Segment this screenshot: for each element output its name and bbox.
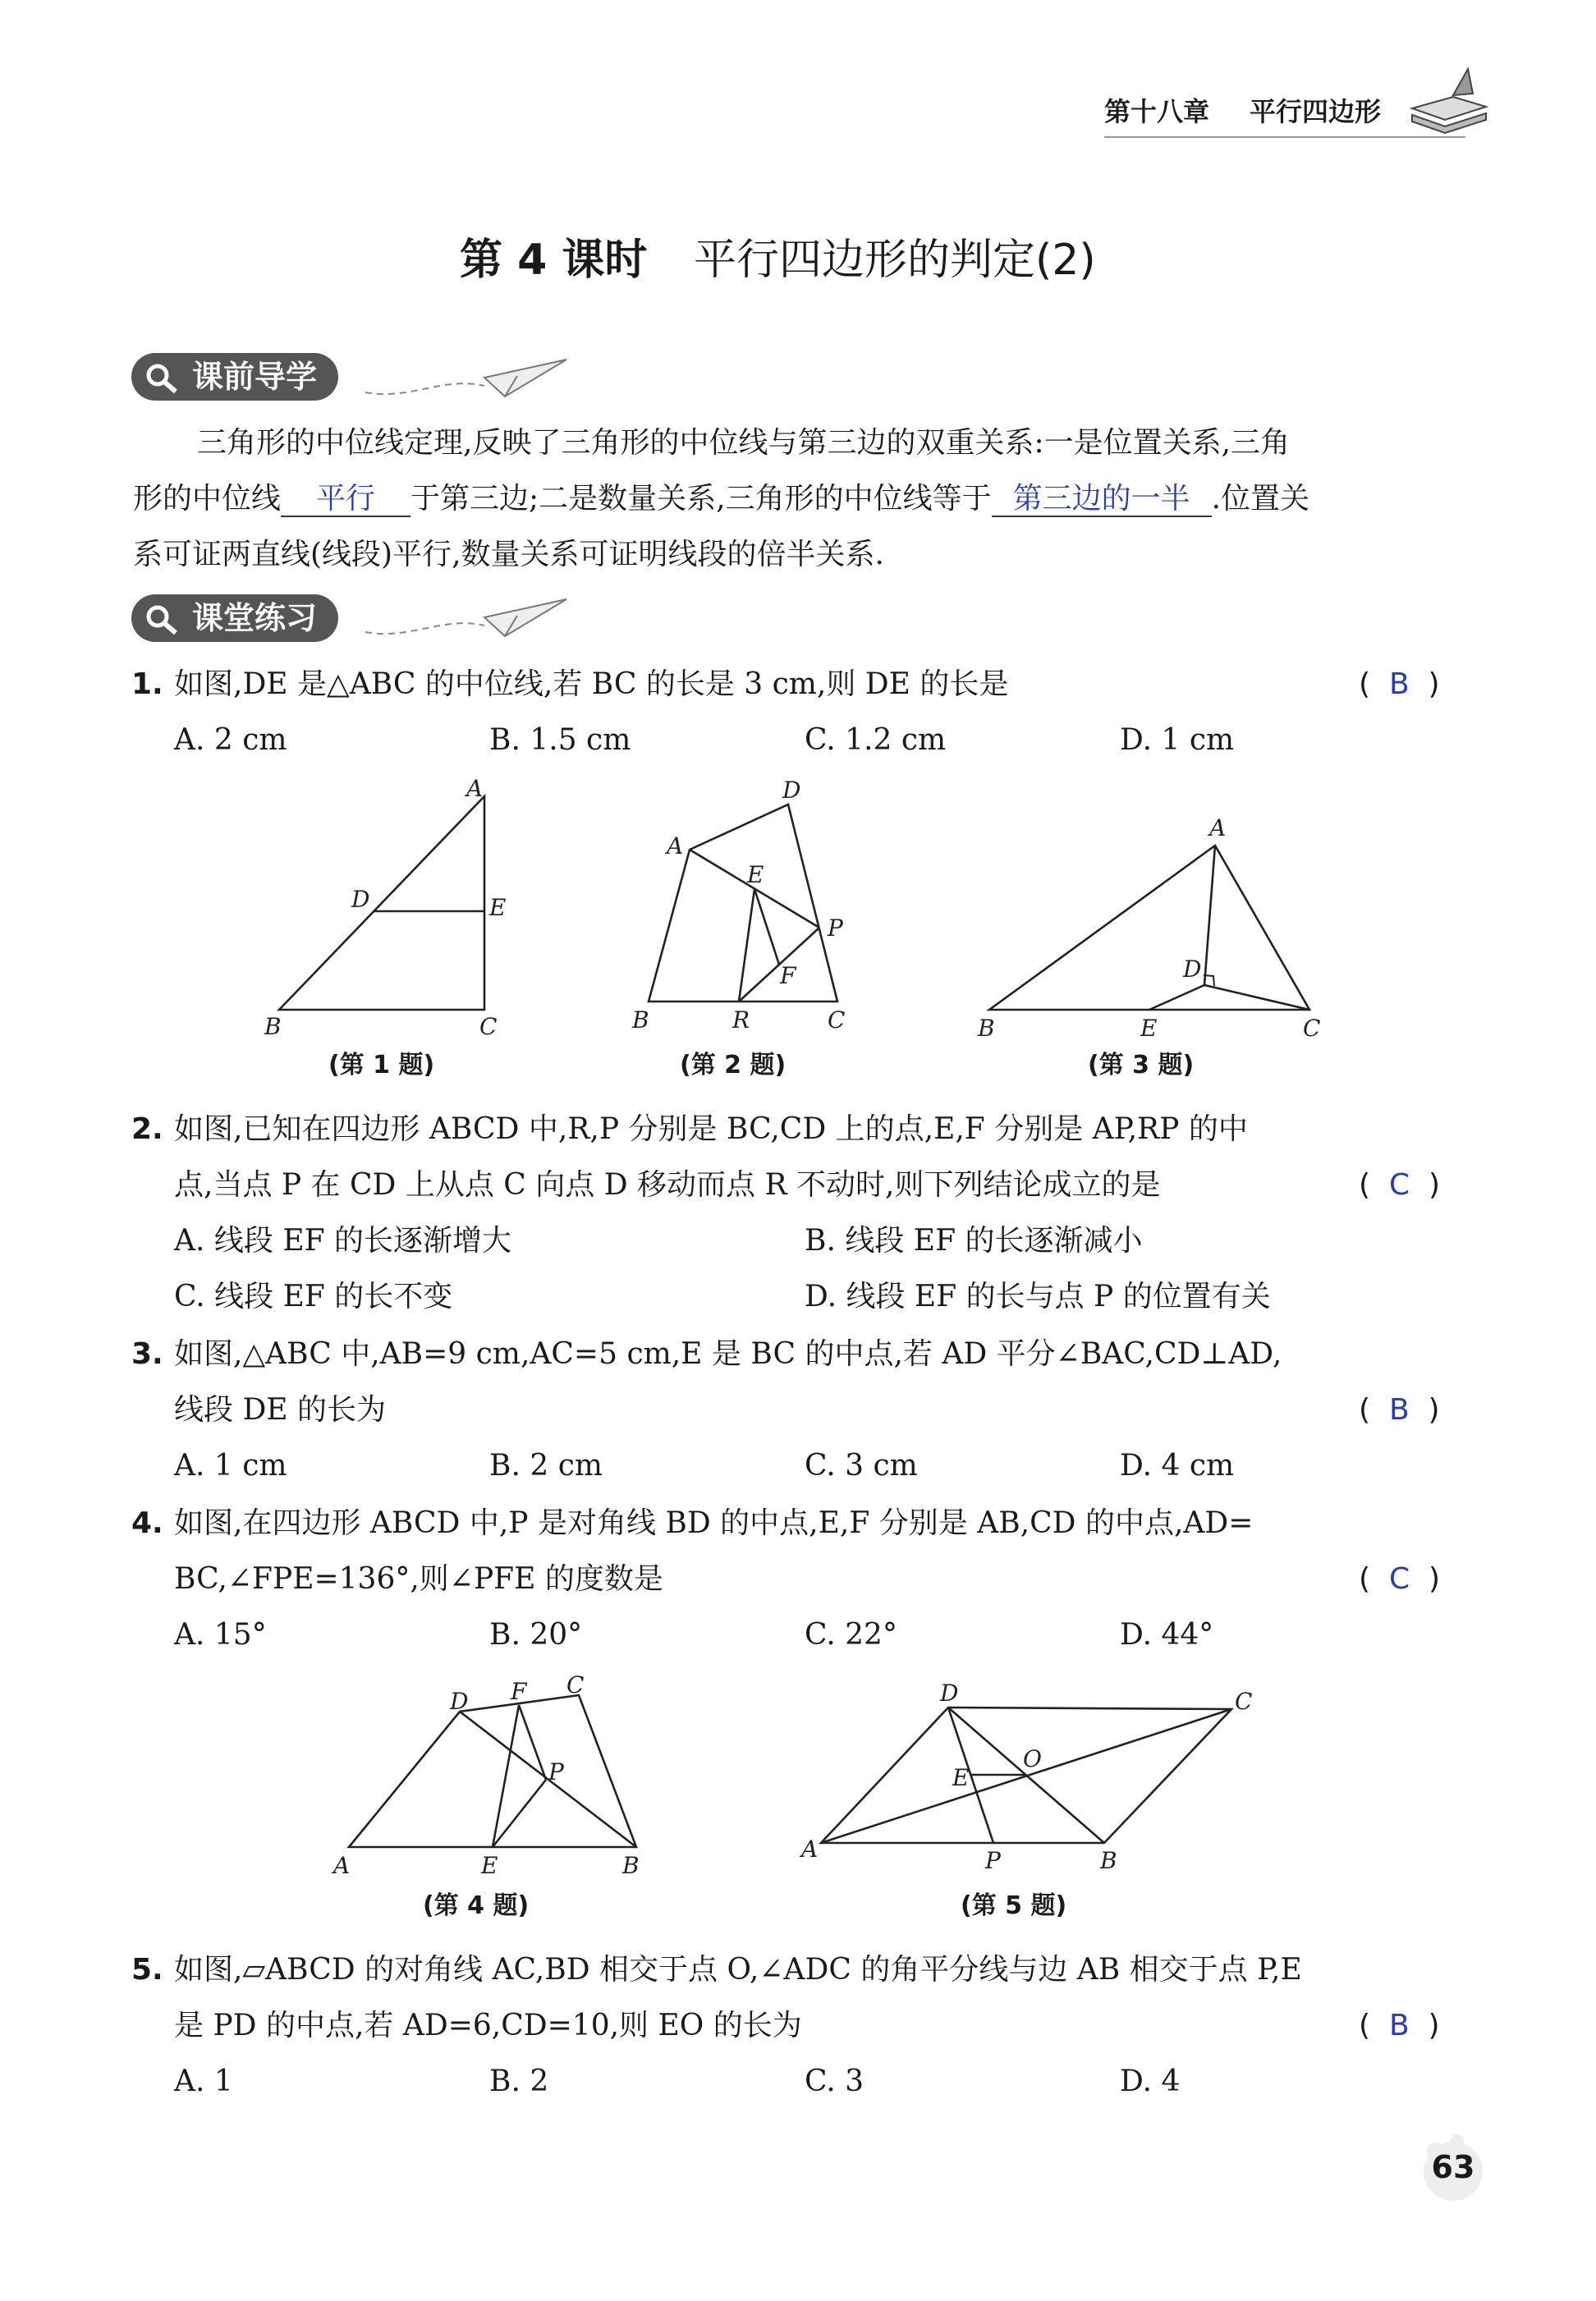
label-b: B — [978, 1015, 995, 1042]
segment-ad — [1204, 846, 1215, 985]
label-a: A — [667, 832, 684, 859]
section-pre-study: 课前导学 — [131, 353, 338, 401]
question-5-answer-box: ( B ) — [1359, 2009, 1440, 2042]
blank-answer-2: 第三边的一半 — [1012, 482, 1190, 516]
label-d: D — [450, 1688, 469, 1715]
segment-ed — [1149, 985, 1204, 1010]
blank-answer-1: 平行 — [316, 482, 376, 516]
question-1-text: 如图,DE 是△ABC 的中位线,若 BC 的长是 3 cm,则 DE 的长是 — [174, 667, 1009, 701]
label-b: B — [1100, 1847, 1117, 1874]
question-5-number: 5. — [131, 1953, 163, 1987]
label-p: P — [985, 1847, 1001, 1874]
question-3-number: 3. — [131, 1337, 163, 1371]
figure-2-caption: (第 2 题) — [680, 1051, 787, 1079]
chapter-label: 第十八章 — [1104, 96, 1210, 127]
q2-option-b: B. 线段 EF 的长逐渐减小 — [805, 1224, 1143, 1258]
figure-5-caption: (第 5 题) — [961, 1891, 1067, 1920]
magnifier-icon — [144, 602, 181, 649]
label-c: C — [1303, 1015, 1321, 1042]
q2-option-a: A. 线段 EF 的长逐渐增大 — [174, 1224, 512, 1258]
intro-line-1: 三角形的中位线定理,反映了三角形的中位线与第三边的双重关系:一是位置关系,三角 — [197, 426, 1291, 460]
question-2-number: 2. — [131, 1112, 163, 1146]
q3-option-d: D. 4 cm — [1120, 1449, 1235, 1483]
label-c: C — [828, 1006, 846, 1034]
triangle-abc — [279, 796, 484, 1010]
label-c: C — [479, 1013, 498, 1040]
paper-plane-icon — [361, 591, 583, 652]
q3-option-a: A. 1 cm — [174, 1449, 287, 1483]
triangle-abc — [989, 846, 1309, 1010]
label-e: E — [952, 1764, 970, 1791]
question-5-answer: B — [1388, 2009, 1410, 2042]
question-4-line-1: 如图,在四边形 ABCD 中,P 是对角线 BD 的中点,E,F 分别是 AB,CD 的中点,AD= — [174, 1506, 1254, 1540]
quad-abcd — [349, 1695, 636, 1847]
question-5-line-2: 是 PD 的中点,若 AD=6,CD=10,则 EO 的长为 — [174, 2009, 802, 2042]
q1-option-b: B. 1.5 cm — [489, 723, 631, 757]
q1-option-a: A. 2 cm — [174, 723, 287, 757]
page-number: 63 — [1431, 2149, 1475, 2185]
segment-dc — [1204, 985, 1309, 1010]
question-3-line-2: 线段 DE 的长为 — [174, 1393, 387, 1427]
label-f: F — [511, 1678, 527, 1705]
label-b: B — [632, 1006, 649, 1034]
question-2-answer: C — [1388, 1168, 1410, 1202]
question-3-line-1: 如图,△ABC 中,AB=9 cm,AC=5 cm,E 是 BC 的中点,若 AD 平分∠BAC,CD⊥AD, — [174, 1337, 1282, 1371]
label-a: A — [1209, 814, 1227, 841]
q4-option-c: C. 22° — [805, 1618, 897, 1652]
question-3-answer-box: ( B ) — [1359, 1393, 1440, 1427]
question-5-line-1: 如图,▱ABCD 的对角线 AC,BD 相交于点 O,∠ADC 的角平分线与边 AB 相交于点 P,E — [174, 1953, 1302, 1987]
figure-2 — [624, 772, 870, 1043]
label-e: E — [489, 894, 507, 921]
label-a: A — [801, 1836, 819, 1863]
label-r: R — [732, 1006, 750, 1034]
q2-option-d: D. 线段 EF 的长与点 P 的位置有关 — [805, 1280, 1271, 1313]
label-a: A — [333, 1852, 351, 1879]
label-d: D — [351, 886, 370, 913]
chapter-title: 平行四边形 — [1250, 96, 1382, 127]
figure-4 — [328, 1675, 657, 1888]
intro-line-3: 系可证两直线(线段)平行,数量关系可证明线段的倍半关系. — [133, 538, 884, 571]
q5-option-d: D. 4 — [1120, 2065, 1181, 2098]
q4-option-a: A. 15° — [174, 1618, 267, 1652]
label-e: E — [481, 1852, 498, 1879]
q1-option-c: C. 1.2 cm — [805, 723, 947, 757]
figure-3 — [965, 813, 1334, 1043]
label-d: D — [1183, 956, 1202, 983]
question-2-line-1: 如图,已知在四边形 ABCD 中,R,P 分别是 BC,CD 上的点,E,F 分别是 AP,RP 的中 — [174, 1112, 1248, 1146]
q2-option-c: C. 线段 EF 的长不变 — [174, 1280, 453, 1313]
label-b: B — [264, 1013, 282, 1040]
question-1-answer: B — [1388, 667, 1410, 701]
label-f: F — [780, 962, 796, 989]
segment-ep — [493, 1780, 546, 1847]
lesson-number: 第 4 课时 — [460, 236, 648, 285]
label-b: B — [622, 1852, 640, 1879]
magnifier-icon — [144, 360, 181, 408]
label-d: D — [782, 777, 801, 804]
q1-option-d: D. 1 cm — [1120, 723, 1235, 757]
label-e: E — [1140, 1015, 1158, 1042]
question-3-answer: B — [1388, 1393, 1410, 1427]
page-number-badge — [1412, 2126, 1494, 2208]
question-4-line-2: BC,∠FPE=136°,则∠PFE 的度数是 — [174, 1562, 663, 1596]
figure-4-caption: (第 4 题) — [423, 1891, 530, 1920]
label-o: O — [1023, 1745, 1042, 1772]
q5-option-a: A. 1 — [174, 2065, 233, 2098]
label-c: C — [1235, 1688, 1253, 1715]
section-class-practice: 课堂练习 — [131, 594, 338, 642]
question-1-answer-box: ( B ) — [1359, 667, 1440, 701]
question-1-number: 1. — [131, 667, 163, 701]
q4-option-d: D. 44° — [1120, 1618, 1214, 1652]
q3-option-c: C. 3 cm — [805, 1449, 918, 1483]
lesson-topic: 平行四边形的判定(2) — [694, 236, 1096, 285]
label-p: P — [548, 1758, 564, 1785]
paper-plane-icon — [361, 351, 583, 412]
figure-3-caption: (第 3 题) — [1088, 1051, 1195, 1079]
label-c: C — [566, 1675, 585, 1698]
question-4-answer-box: ( C ) — [1359, 1562, 1441, 1596]
label-a: A — [466, 775, 484, 802]
q4-option-b: B. 20° — [489, 1618, 583, 1652]
figure-1 — [246, 772, 542, 1043]
label-d: D — [940, 1680, 959, 1707]
figure-5 — [788, 1675, 1264, 1888]
question-4-answer: C — [1388, 1562, 1410, 1596]
header-rule — [1104, 136, 1465, 138]
label-p: P — [828, 914, 843, 942]
figure-1-caption: (第 1 题) — [328, 1051, 435, 1079]
q5-option-b: B. 2 — [489, 2065, 549, 2098]
question-2-answer-box: ( C ) — [1359, 1168, 1441, 1202]
label-e: E — [747, 861, 764, 888]
segment-fe — [493, 1705, 519, 1847]
q3-option-b: B. 2 cm — [489, 1449, 603, 1483]
intro-line-2: 形的中位线 平行 于第三边;二是数量关系,三角形的中位线等于 第三边的一半 .位置关 — [133, 482, 1310, 516]
q5-option-c: C. 3 — [805, 2065, 864, 2098]
question-2-line-2: 点,当点 P 在 CD 上从点 C 向点 D 移动而点 R 不动时,则下列结论成立的是 — [174, 1168, 1161, 1202]
segment-er — [739, 889, 754, 1002]
question-4-number: 4. — [131, 1506, 163, 1540]
